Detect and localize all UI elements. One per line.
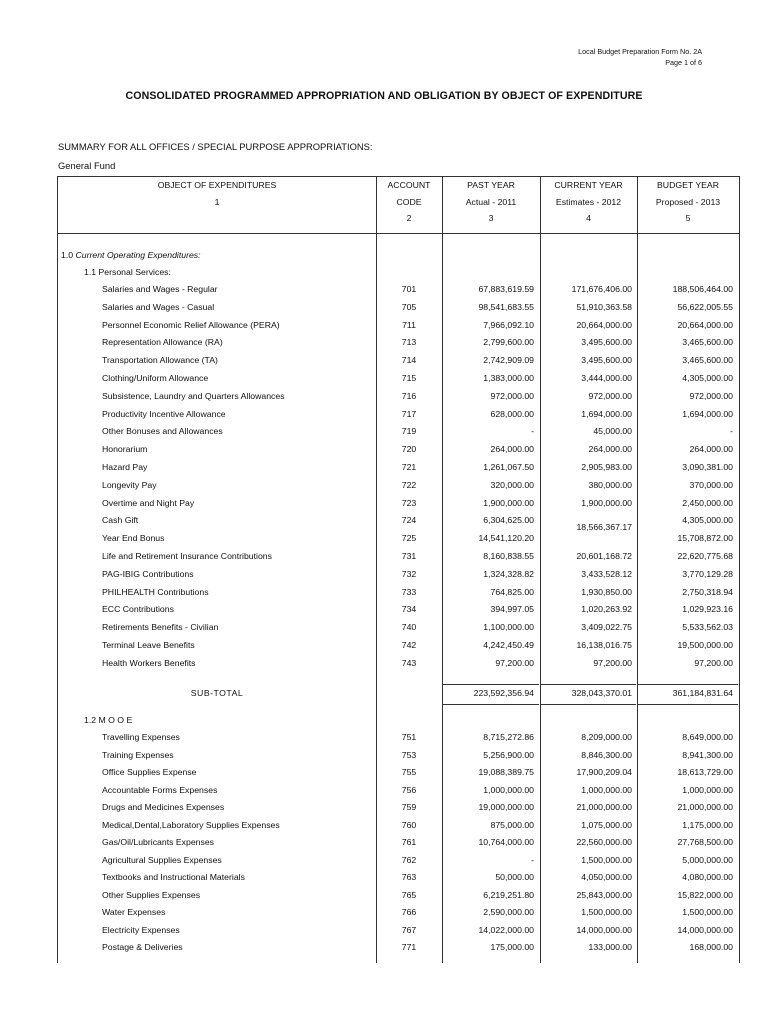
account-code: 713 [401,337,417,348]
budget-year-amount: 5,000,000.00 [682,854,733,865]
table-row [58,317,739,335]
header-budget-year: BUDGET YEAR Proposed - 2013 5 [655,180,721,223]
document-title: CONSOLIDATED PROGRAMMED APPROPRIATION AND OBLIGATION BY OBJECT OF EXPENDITURE [125,90,643,102]
account-code: 734 [401,604,417,615]
budget-year-amount: 22,620,775.68 [677,551,733,561]
current-year-amount: 380,000.00 [588,479,632,490]
table-row [58,601,739,619]
past-year-amount: 2,799,600.00 [483,337,534,348]
merged-current-value: 18,566,367.17 [576,522,632,532]
table-row [58,299,739,317]
expenditure-description: ECC Contributions [102,604,174,615]
budget-year-amount: 1,000,000.00 [682,784,733,795]
budget-year-amount: 8,941,300.00 [682,749,733,760]
expenditure-description: Life and Retirement Insurance Contributions [102,551,272,561]
account-code: 714 [401,355,417,366]
table-row [58,370,739,388]
table-row [58,922,739,940]
current-year-amount: 8,846,300.00 [581,749,632,760]
expenditure-description: Office Supplies Expense [102,767,197,777]
table-row [58,352,739,370]
account-code: 762 [401,854,417,865]
table-row [58,423,739,441]
form-number: Local Budget Preparation Form No. 2A [578,47,702,56]
table-row [58,747,739,765]
account-code: 721 [401,462,417,472]
past-year-amount: - [531,426,534,437]
account-code: 724 [401,515,417,526]
past-year-amount: 628,000.00 [490,408,534,419]
past-year-amount: 4,242,450.49 [483,640,534,650]
budget-year-amount: 972,000.00 [689,390,733,401]
past-year-amount: 394,997.05 [490,604,534,615]
table-row [58,904,739,922]
current-year-amount: 972,000.00 [588,390,632,401]
account-code: 751 [401,732,417,742]
current-year-amount: 14,000,000.00 [576,924,632,935]
budget-year-amount: 2,750,318.94 [682,586,733,597]
current-year-amount: 133,000.00 [588,942,632,952]
expenditure-table [57,176,740,963]
budget-year-amount: - [730,426,733,437]
past-year-amount: 50,000.00 [495,872,534,882]
past-year-amount: 1,100,000.00 [483,622,534,633]
budget-year-amount: 20,664,000.00 [677,319,733,330]
account-code: 766 [401,907,417,917]
budget-year-amount: 3,465,600.00 [682,355,733,366]
table-row [58,477,739,495]
account-code: 753 [401,749,417,760]
expenditure-description: Transportation Allowance (TA) [102,355,218,366]
current-year-amount: 1,694,000.00 [581,408,632,419]
past-year-amount: 8,715,272.86 [483,732,534,742]
budget-year-amount: 19,500,000.00 [677,640,733,650]
table-row [58,334,739,352]
account-code: 756 [401,784,417,795]
table-row [58,388,739,406]
mooe-heading: 1.2 M O O E [84,715,133,725]
past-year-amount: 2,590,000.00 [483,907,534,917]
header-past-year: PAST YEAR Actual - 2011 3 [465,180,517,223]
table-row [58,495,739,513]
current-year-amount: 1,000,000.00 [581,784,632,795]
table-row [58,852,739,870]
current-year-amount: 1,500,000.00 [581,907,632,917]
budget-year-amount: 21,000,000.00 [677,802,733,812]
expenditure-description: Travelling Expenses [102,732,180,742]
account-code: 755 [401,767,417,777]
table-row [58,459,739,477]
expenditure-description: Representation Allowance (RA) [102,337,223,348]
account-code: 719 [401,426,417,437]
budget-year-amount: 168,000.00 [689,942,733,952]
current-year-amount: 4,050,000.00 [581,872,632,882]
budget-year-amount: 188,506,464.00 [672,284,733,294]
budget-year-amount: 370,000.00 [689,479,733,490]
account-code: 722 [401,479,417,490]
budget-year-amount: 14,000,000.00 [677,924,733,935]
current-year-amount: 20,664,000.00 [576,319,632,330]
table-row [58,764,739,782]
account-code: 717 [401,408,417,419]
budget-year-amount: 56,622,005.55 [677,301,733,312]
current-year-amount: 17,900,209.04 [576,767,632,777]
expenditure-description: Terminal Leave Benefits [102,640,195,650]
summary-label: SUMMARY FOR ALL OFFICES / SPECIAL PURPOSE APPROPRIATIONS: [58,141,373,152]
expenditure-description: Other Bonuses and Allowances [102,426,223,437]
account-code: 733 [401,586,417,597]
header-account-code: ACCOUNT CODE 2 [387,180,431,223]
expenditure-description: Training Expenses [102,749,174,760]
table-row [58,729,739,747]
past-year-amount: 6,304,625.00 [483,515,534,526]
table-row [58,619,739,637]
current-year-amount: 22,560,000.00 [576,837,632,847]
expenditure-description: Textbooks and Instructional Materials [102,872,245,882]
past-year-amount: 19,000,000.00 [478,802,534,812]
account-code: 771 [401,942,417,952]
budget-year-amount: 5,533,562.03 [682,622,733,633]
account-code: 760 [401,819,417,830]
account-code: 711 [402,319,416,330]
expenditure-description: Year End Bonus [102,533,165,544]
expenditure-description: Accountable Forms Expenses [102,784,218,795]
account-code: 767 [401,924,417,935]
past-year-amount: 1,900,000.00 [483,497,534,508]
budget-year-amount: 3,465,600.00 [682,337,733,348]
account-code: 740 [401,622,417,633]
past-year-amount: 320,000.00 [490,479,534,490]
past-year-amount: 14,022,000.00 [478,924,534,935]
header-object-of-expenditures: OBJECT OF EXPENDITURES 1 [157,180,277,207]
account-code: 732 [401,568,417,579]
current-year-amount: 3,433,528.12 [581,568,632,579]
current-year-amount: 1,020,263.92 [581,604,632,615]
account-code: 731 [401,551,417,561]
expenditure-description: Agricultural Supplies Expenses [102,854,222,865]
account-code: 723 [401,497,417,508]
expenditure-description: Retirements Benefits - Civilian [102,622,219,633]
current-year-amount: 51,910,363.58 [576,301,632,312]
table-row [58,869,739,887]
past-year-amount: 5,256,900.00 [483,749,534,760]
past-year-amount: 1,324,328.82 [483,568,534,579]
personal-services-heading: 1.1 Personal Services: [84,267,171,277]
expenditure-description: Postage & Deliveries [102,942,183,952]
table-row [58,584,739,602]
account-code: 759 [401,802,417,812]
current-year-amount: 97,200.00 [593,657,632,668]
expenditure-description: Productivity Incentive Allowance [102,408,226,419]
table-row [58,548,739,566]
expenditure-description: Electricity Expenses [102,924,180,935]
current-year-amount: 1,930,850.00 [581,586,632,597]
current-year-amount: 3,495,600.00 [581,337,632,348]
past-year-amount: - [531,854,534,865]
expenditure-description: Hazard Pay [102,462,148,472]
budget-year-amount: 8,649,000.00 [682,732,733,742]
table-row [58,887,739,905]
past-year-amount: 14,541,120.20 [478,533,534,544]
table-row [58,530,739,548]
past-year-amount: 875,000.00 [490,819,534,830]
expenditure-description: Salaries and Wages - Regular [102,284,218,294]
table-row [58,406,739,424]
budget-year-amount: 3,090,381.00 [682,462,733,472]
expenditure-description: Drugs and Medicines Expenses [102,802,225,812]
budget-year-amount: 1,175,000.00 [682,819,733,830]
account-code: 742 [401,640,417,650]
current-year-amount: 3,444,000.00 [581,373,632,383]
budget-year-amount: 3,770,129.28 [682,568,733,579]
past-year-amount: 972,000.00 [490,390,534,401]
current-year-amount: 45,000.00 [593,426,632,437]
current-year-amount: 1,900,000.00 [581,497,632,508]
table-row [58,566,739,584]
account-code: 743 [401,657,417,668]
past-year-amount: 8,160,838.55 [483,551,534,561]
section-heading: 1.0 Current Operating Expenditures: [61,250,201,260]
past-year-amount: 764,825.00 [490,586,534,597]
budget-year-amount: 4,080,000.00 [682,872,733,882]
past-year-amount: 10,764,000.00 [478,837,534,847]
past-year-amount: 1,261,067.50 [483,462,534,472]
header-current-year: CURRENT YEAR Estimates - 2012 4 [554,180,623,223]
expenditure-description: Clothing/Uniform Allowance [102,373,209,383]
table-row [58,834,739,852]
expenditure-description: Salaries and Wages - Casual [102,301,215,312]
table-row [58,655,739,673]
table-row [58,441,739,459]
account-code: 720 [401,444,417,455]
current-year-amount: 1,075,000.00 [581,819,632,830]
past-year-amount: 7,966,092.10 [483,319,534,330]
past-year-amount: 1,000,000.00 [483,784,534,795]
current-year-amount: 25,843,000.00 [576,889,632,900]
account-code: 701 [401,284,417,294]
past-year-amount: 264,000.00 [490,444,534,455]
expenditure-description: PAG-IBIG Contributions [102,568,194,579]
past-year-amount: 1,383,000.00 [483,373,534,383]
expenditure-description: Health Workers Benefits [102,657,196,668]
account-code: 763 [401,872,417,882]
expenditure-description: Personnel Economic Relief Allowance (PERA) [102,319,280,330]
page-number: Page 1 of 6 [665,58,702,67]
past-year-amount: 67,883,619.59 [478,284,534,294]
past-year-amount: 2,742,909.09 [483,355,534,366]
expenditure-description: Gas/Oil/Lubricants Expenses [102,837,215,847]
table-row [58,512,739,530]
form-number-block [578,46,702,68]
account-code: 761 [401,837,417,847]
budget-year-amount: 4,305,000.00 [682,373,733,383]
budget-year-amount: 2,450,000.00 [682,497,733,508]
current-year-amount: 16,138,016.75 [576,640,632,650]
current-year-amount: 8,209,000.00 [581,732,632,742]
expenditure-description: Longevity Pay [102,479,157,490]
budget-year-amount: 18,613,729.00 [677,767,733,777]
past-year-amount: 98,541,683.55 [478,301,534,312]
past-year-amount: 97,200.00 [495,657,534,668]
current-year-amount: 20,601,168.72 [576,551,632,561]
fund-label: General Fund [58,160,116,171]
table-row [58,799,739,817]
subtotal-row: SUB-TOTAL 223,592,356.94 328,043,370.01 361,184,831.64 [190,688,733,698]
expenditure-description: Cash Gift [102,515,139,526]
current-year-amount: 2,905,983.00 [581,462,632,472]
budget-year-amount: 27,768,500.00 [677,837,733,847]
expenditure-description: Other Supplies Expenses [102,889,201,900]
header-divider [58,233,739,234]
current-year-amount: 171,676,406.00 [571,284,632,294]
current-year-amount: 3,409,022.75 [581,622,632,633]
expenditure-description: Water Expenses [102,907,166,917]
budget-year-amount: 264,000.00 [689,444,733,455]
expenditure-description: Overtime and Night Pay [102,497,195,508]
account-code: 716 [401,390,417,401]
budget-year-amount: 15,708,872.00 [677,533,733,544]
past-year-amount: 6,219,251.80 [483,889,534,900]
account-code: 725 [401,533,417,544]
current-year-amount: 3,495,600.00 [581,355,632,366]
table-row [58,637,739,655]
budget-year-amount: 1,029,923.16 [682,604,733,615]
current-year-amount: 264,000.00 [588,444,632,455]
budget-year-amount: 1,500,000.00 [682,907,733,917]
account-code: 765 [401,889,417,900]
table-row [58,817,739,835]
past-year-amount: 19,088,389.75 [478,767,534,777]
account-code: 715 [401,373,417,383]
budget-year-amount: 1,694,000.00 [682,408,733,419]
expenditure-description: Medical,Dental,Laboratory Supplies Expenses [102,819,280,830]
past-year-amount: 175,000.00 [490,942,534,952]
budget-year-amount: 15,822,000.00 [677,889,733,900]
table-row [58,939,739,957]
table-row [58,281,739,299]
budget-year-amount: 97,200.00 [694,657,733,668]
current-year-amount: 21,000,000.00 [576,802,632,812]
expenditure-description: Honorarium [102,444,148,455]
account-code: 705 [401,301,417,312]
expenditure-description: Subsistence, Laundry and Quarters Allowances [102,390,285,401]
current-year-amount: 1,500,000.00 [581,854,632,865]
expenditure-description: PHILHEALTH Contributions [102,586,209,597]
budget-year-amount: 4,305,000.00 [682,515,733,526]
table-row [58,782,739,800]
